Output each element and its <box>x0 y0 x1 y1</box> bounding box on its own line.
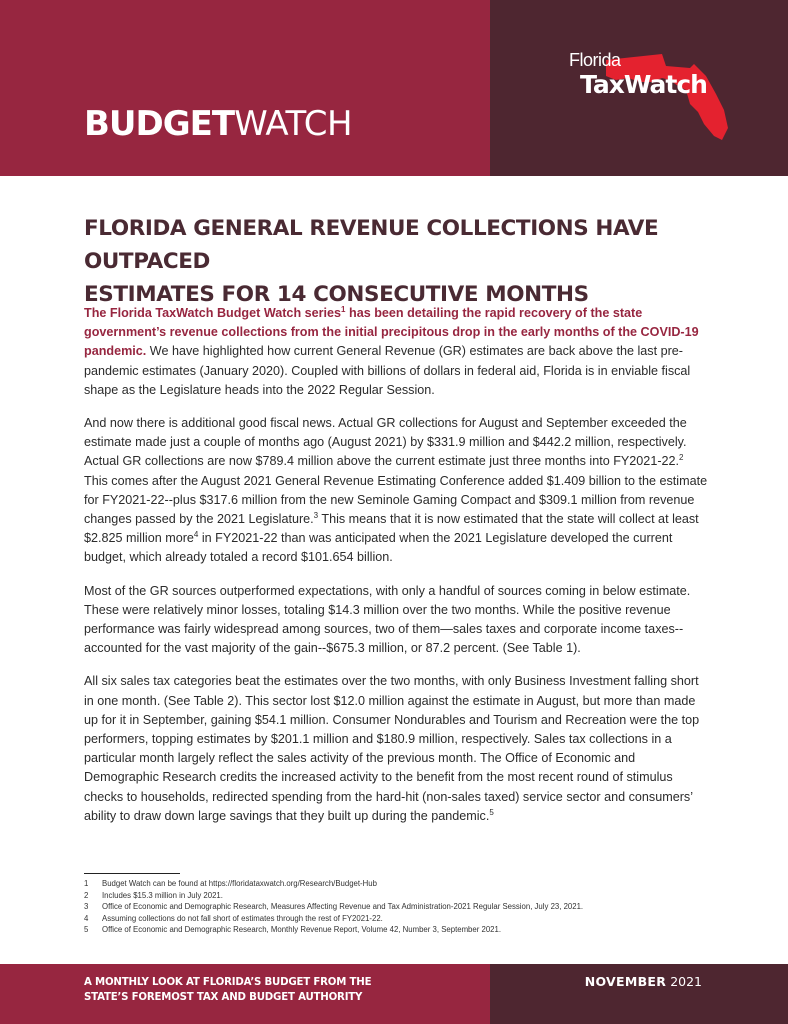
brand-bold: BUDGET <box>84 104 235 144</box>
footnote-item <box>84 901 724 913</box>
florida-taxwatch-logo <box>566 46 736 146</box>
paragraph-4 <box>84 672 710 826</box>
paragraph-3: Most of the GR sources outperformed expectations, with only a handful of sources coming in below estimate. These were relatively minor losses, totaling $14.3 million over the two months. While the positive revenue performance was fairly widespread among sources, two of them—sales taxes and corporate income taxes--accounted for the vast majority of the gain--$675.3 million, or 87.2 percent. (See Table 1). <box>84 583 691 656</box>
footnote-text: Includes $15.3 million in July 2021. <box>102 890 223 900</box>
paragraph-2-part-c: This means that it is now estimated that the state will collect at least $2.825 million more <box>84 512 699 546</box>
footnote-text: Assuming collections do not fall short of estimates through the rest of FY2021-22. <box>102 913 383 923</box>
tagline-line-1: A MONTHLY LOOK AT FLORIDA’S BUDGET FROM THE <box>84 977 372 988</box>
footnote-ref-4: 4 <box>193 530 199 540</box>
tagline-line-2: STATE’S FOREMOST TAX AND BUDGET AUTHORITY <box>84 992 363 1003</box>
footnote-ref-3: 3 <box>313 510 319 520</box>
lead-text: The Florida TaxWatch Budget Watch series <box>84 306 342 320</box>
page-footer <box>0 964 788 1024</box>
issue-month: NOVEMBER <box>584 974 667 989</box>
brand-light: WATCH <box>234 104 353 144</box>
title-line-1: FLORIDA GENERAL REVENUE COLLECTIONS HAVE OUTPACED <box>84 216 659 274</box>
footnote-text: Office of Economic and Demographic Research, Measures Affecting Revenue and Tax Administration-2021 Regular Session, July 23, 2021. <box>102 902 584 912</box>
footnote-ref-2: 2 <box>679 453 684 463</box>
footnote-item <box>84 878 724 890</box>
footnote-number: 2 <box>84 890 89 900</box>
lead-text-cont: has been detailing the rapid recovery of the state government’s revenue collections from the initial precipitous drop in the early months of the COVID-19 pandemic. <box>84 306 699 359</box>
footer-tagline <box>84 975 384 1005</box>
footnote-divider <box>84 873 180 874</box>
logo-taxwatch-text: TaxWatch <box>580 70 707 99</box>
footnotes <box>84 878 724 936</box>
footnote-number: 4 <box>84 913 89 923</box>
paragraph-2-part-b: This comes after the August 2021 General Revenue Estimating Conference added $1.409 billion to the estimate for FY2021-22--plus $317.6 million from the new Seminole Gaming Compact and $309.1 million from revenue changes passed by the 2021 Legislature. <box>84 473 708 527</box>
issue-year: 2021 <box>670 974 702 989</box>
issue-date <box>585 974 702 989</box>
header-left-band <box>0 0 490 176</box>
footnote-text: Budget Watch can be found at https://floridataxwatch.org/Research/Budget-Hub <box>102 879 377 888</box>
footnote-ref-1: 1 <box>341 304 346 314</box>
paragraph-1-rest: We have highlighted how current General Revenue (GR) estimates are back above the last pre-pandemic estimates (January 2020). Coupled with billions of dollars in federal aid, Florida is in enviable fiscal shape as the Legislature heads into the 2022 Regular Session. <box>84 344 691 397</box>
footnote-item <box>84 913 724 925</box>
footnote-number: 5 <box>84 925 89 935</box>
footnote-item <box>84 924 724 936</box>
footer-left-band <box>0 964 490 1024</box>
page-title <box>84 212 724 311</box>
paragraph-2 <box>84 414 710 568</box>
budget-watch-brand <box>84 104 352 144</box>
paragraph-2-part-d: in FY2021-22 than was anticipated when the 2021 Legislature developed the current budget, which already totaled a record $101.654 billion. <box>84 531 673 565</box>
paragraph-1 <box>84 304 710 400</box>
footnote-number: 3 <box>84 902 89 912</box>
logo-florida-text: Florida <box>569 50 621 70</box>
footnote-ref-5: 5 <box>489 807 494 817</box>
paragraph-4-text: All six sales tax categories beat the estimates over the two months, with only Business Investment falling short in one month. (See Table 2). This sector lost $12.0 million against the estimate in August, but more than made up for it in September, gaining $54.1 million. Consumer Nondurables and Tourism and Recreation were the top performers, topping estimates by $201.1 million and $180.9 million, respectively. Sales tax collections in a particular month largely reflect the sales activity of the previous month. The Office of Economic and Demographic Research credits the increased activity to the benefit from the most recent round of stimulus checks to households, redirected spending from the hard-hit (non-sales taxed) service sector and consumers’ ability to draw down large savings that they built up during the pandemic. <box>84 674 700 823</box>
footnote-number: 1 <box>84 879 89 888</box>
footnote-item <box>84 890 724 902</box>
paragraph-2-part-a: And now there is additional good fiscal news. Actual GR collections for August and September exceeded the estimate made just a couple of months ago (August 2021) by $331.9 million and $442.2 million, respectively. Actual GR collections are now $789.4 million above the current estimate just three months into FY2021-22. <box>84 416 687 469</box>
article-body <box>84 304 710 840</box>
footer-right-band <box>490 964 788 1024</box>
footnote-text: Office of Economic and Demographic Research, Monthly Revenue Report, Volume 42, Number 3, September 2021. <box>102 925 502 935</box>
page-header <box>0 0 788 176</box>
title-line-2: ESTIMATES FOR 14 CONSECUTIVE MONTHS <box>84 282 589 307</box>
